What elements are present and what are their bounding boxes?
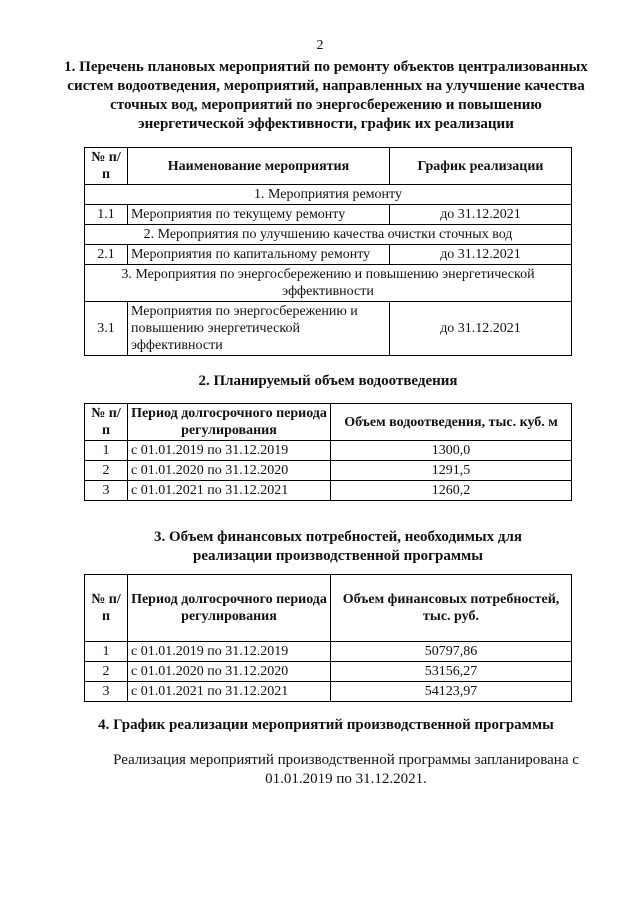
- row-period: с 01.01.2020 по 31.12.2020: [128, 662, 331, 682]
- table-row: [85, 205, 572, 225]
- header-no: № п/п: [85, 404, 128, 441]
- page-number: 2: [316, 38, 324, 53]
- group-row: [85, 225, 572, 245]
- row-period: с 01.01.2020 по 31.12.2020: [128, 461, 331, 481]
- table-header-row: [85, 148, 572, 185]
- header-activity-name: Наименование мероприятия: [128, 148, 390, 185]
- row-no: 2.1: [85, 245, 128, 265]
- row-activity-name: Мероприятия по энергосбережению и повышению энергетической эффективности: [128, 302, 390, 356]
- header-period: Период долгосрочного периода регулирования: [128, 404, 331, 441]
- row-activity-name: Мероприятия по капитальному ремонту: [128, 245, 390, 265]
- row-amount: 50797,86: [331, 642, 572, 662]
- header-amount: Объем финансовых потребностей, тыс. руб.: [331, 575, 572, 642]
- row-no: 2: [85, 461, 128, 481]
- row-no: 1: [85, 642, 128, 662]
- row-no: 2: [85, 662, 128, 682]
- row-volume: 1300,0: [331, 441, 572, 461]
- row-no: 1.1: [85, 205, 128, 225]
- row-no: 3.1: [85, 302, 128, 356]
- row-schedule: до 31.12.2021: [390, 302, 572, 356]
- section-1-title: 1. Перечень плановых мероприятий по ремонту объектов централизованных систем водоотведения, мероприятий, направленных на улучшение качества сточных вод, мероприятий по энергосбережению и повышению энергетической эффективности, график их реализации: [64, 59, 588, 132]
- header-no: № п/п: [85, 575, 128, 642]
- table-row: [85, 461, 572, 481]
- row-period: с 01.01.2021 по 31.12.2021: [128, 682, 331, 702]
- table-row: [85, 481, 572, 501]
- group-title: 3. Мероприятия по энергосбережению и повышению энергетической эффективности: [85, 265, 572, 302]
- row-period: с 01.01.2021 по 31.12.2021: [128, 481, 331, 501]
- header-no: № п/п: [85, 148, 128, 185]
- table-row: [85, 302, 572, 356]
- activities-table: [84, 147, 572, 356]
- row-activity-name: Мероприятия по текущему ремонту: [128, 205, 390, 225]
- section-2-title: 2. Планируемый объем водоотведения: [198, 373, 458, 389]
- section-3-title: 3. Объем финансовых потребностей, необходимых для реализации производственной программы: [153, 529, 523, 564]
- wastewater-volume-table: [84, 403, 572, 501]
- row-amount: 53156,27: [331, 662, 572, 682]
- group-title: 1. Мероприятия ремонту: [85, 185, 572, 205]
- row-no: 1: [85, 441, 128, 461]
- group-title: 2. Мероприятия по улучшению качества очистки сточных вод: [85, 225, 572, 245]
- row-no: 3: [85, 481, 128, 501]
- header-volume: Объем водоотведения, тыс. куб. м: [331, 404, 572, 441]
- row-amount: 54123,97: [331, 682, 572, 702]
- table-row: [85, 642, 572, 662]
- row-no: 3: [85, 682, 128, 702]
- group-row: [85, 185, 572, 205]
- table-row: [85, 682, 572, 702]
- row-period: с 01.01.2019 по 31.12.2019: [128, 642, 331, 662]
- section-4-text: Реализация мероприятий производственной программы запланирована с 01.01.2019 по 31.12.2021.: [113, 752, 579, 787]
- header-period: Период долгосрочного периода регулирования: [128, 575, 331, 642]
- section-4-title: 4. График реализации мероприятий производственной программы: [98, 717, 554, 733]
- row-schedule: до 31.12.2021: [390, 245, 572, 265]
- row-volume: 1291,5: [331, 461, 572, 481]
- table-row: [85, 662, 572, 682]
- table-header-row: [85, 575, 572, 642]
- financial-needs-table: [84, 574, 572, 702]
- header-schedule: График реализации: [390, 148, 572, 185]
- row-schedule: до 31.12.2021: [390, 205, 572, 225]
- row-volume: 1260,2: [331, 481, 572, 501]
- table-row: [85, 245, 572, 265]
- table-row: [85, 441, 572, 461]
- table-header-row: [85, 404, 572, 441]
- group-row: [85, 265, 572, 302]
- row-period: с 01.01.2019 по 31.12.2019: [128, 441, 331, 461]
